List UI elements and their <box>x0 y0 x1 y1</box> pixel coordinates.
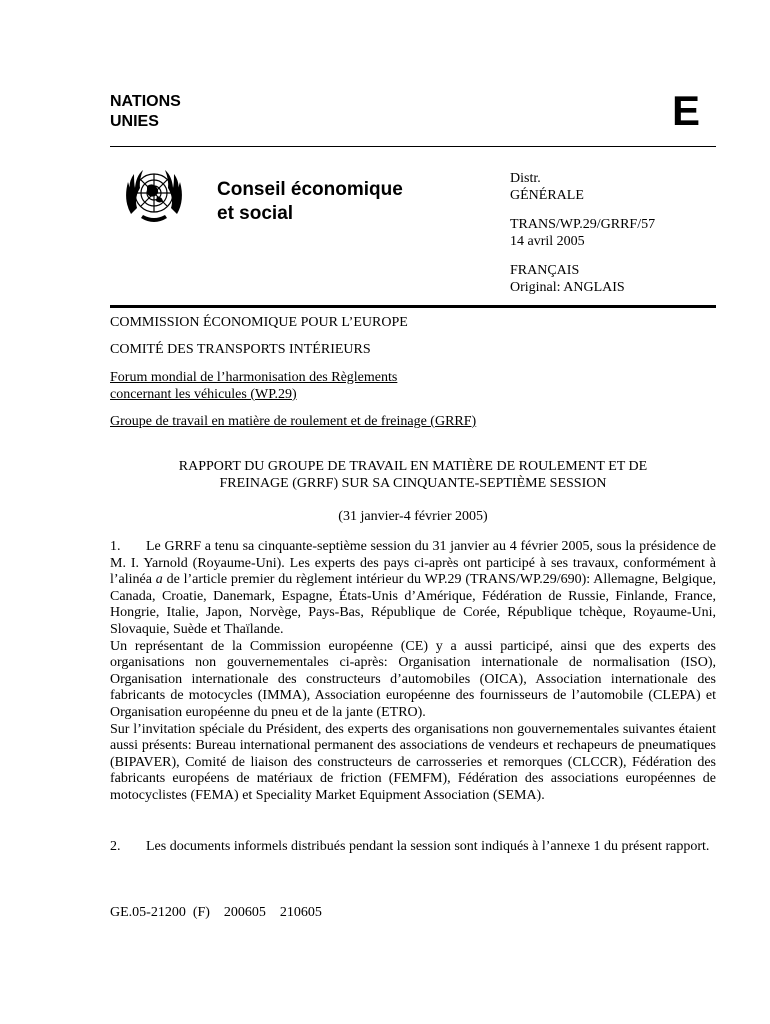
document-symbol: TRANS/WP.29/GRRF/57 <box>510 217 656 232</box>
distr-type: GÉNÉRALE <box>510 188 584 203</box>
report-title <box>110 459 716 492</box>
forum-line-1: Forum mondial de l’harmonisation des Règlements <box>110 370 398 385</box>
paragraph-2-number: 2. <box>110 839 121 854</box>
paragraph-1-italic: a <box>155 572 163 588</box>
working-group-name <box>110 414 716 431</box>
org-line-1: NATIONS <box>110 93 181 110</box>
paragraph-1-text-a: Le GRRF a tenu sa cinquante-septième session du 31 janvier au 4 février 2005, sous la présidence de M. I. Yarnold (Royaume-Uni). Les experts des pays ci-après ont participé à ses travaux, conformément à l’alinéa <box>110 539 716 588</box>
paragraph-1-number: 1. <box>110 539 121 554</box>
paragraph-1-ec: Un représentant de la Commission européenne (CE) y a aussi participé, ainsi que des experts des organisations non gouvernementales ci-après: Organisation internationale de normalisation (ISO), Organisation internationale des constructeurs d’automobiles (OICA), Association internationale des fabricants de motocycles (IMMA), Association européenne des fournisseurs de l’automobile (CLEPA) et Organisation européenne du pneu et de la jante (ETRO). <box>110 638 716 720</box>
forum-name <box>110 370 716 403</box>
document-date: 14 avril 2005 <box>510 234 585 249</box>
working-group-label: Groupe de travail en matière de roulement et de freinage (GRRF) <box>110 414 477 429</box>
job-number-footer: GE.05-21200 (F) 200605 210605 <box>110 905 322 920</box>
paragraph-1-ngo: Sur l’invitation spéciale du Président, des experts des organisations non gouvernementales suivantes étaient aussi présents: Bureau international permanent des associations de vendeurs et rechapeurs de pneumatiques (BIPAVER), Comité de liaison des constructeurs de carrosseries et remorques (CLCCR), Fédération des fabricants européens de matériaux de friction (FEMFM), Fédération des associations européennes de motocyclistes (FEMA) et Speciality Market Equipment Association (SEMA). <box>110 721 716 803</box>
organization-name <box>110 92 181 132</box>
paragraph-1-text-b: de l’article premier du règlement intérieur du WP.29 (TRANS/WP.29/690): Allemagne, Belgique, Canada, Croatie, Danemark, Espagne, États-Unis d’Amérique, Fédération de Russie, Finlande, France, Hongrie, Italie, Japon, Norvège, Pays-Bas, République de Corée, République tchèque, Royaume-Uni, Slovaquie, Suède et Thaïlande. <box>110 572 716 637</box>
paragraph-2 <box>110 839 716 856</box>
header-divider <box>110 146 716 147</box>
distr-label: Distr. <box>510 171 541 186</box>
commission-name: COMMISSION ÉCONOMIQUE POUR L’EUROPE <box>110 315 408 330</box>
paragraph-1-intro <box>110 539 716 639</box>
distribution-block <box>510 170 655 296</box>
council-line-1: Conseil économique <box>217 179 403 200</box>
header-bottom-rule <box>110 305 716 308</box>
council-line-2: et social <box>217 203 294 224</box>
un-emblem-icon <box>119 160 189 230</box>
paragraph-1 <box>110 539 716 805</box>
committee-name: COMITÉ DES TRANSPORTS INTÉRIEURS <box>110 342 371 357</box>
forum-line-2: concernant les véhicules (WP.29) <box>110 386 297 402</box>
paragraph-2-text: Les documents informels distribués pendant la session sont indiqués à l’annexe 1 du présent rapport. <box>146 839 710 854</box>
language-letter: E <box>672 87 701 134</box>
org-line-2: UNIES <box>110 113 159 130</box>
session-dates: (31 janvier-4 février 2005) <box>338 509 488 524</box>
report-title-line-1: RAPPORT DU GROUPE DE TRAVAIL EN MATIÈRE DE ROULEMENT ET DE <box>178 459 648 474</box>
original-language: Original: ANGLAIS <box>510 280 625 295</box>
document-language: FRANÇAIS <box>510 263 580 278</box>
council-name <box>217 178 403 226</box>
report-title-line-2: FREINAGE (GRRF) SUR SA CINQUANTE-SEPTIÈME SESSION <box>219 475 607 491</box>
